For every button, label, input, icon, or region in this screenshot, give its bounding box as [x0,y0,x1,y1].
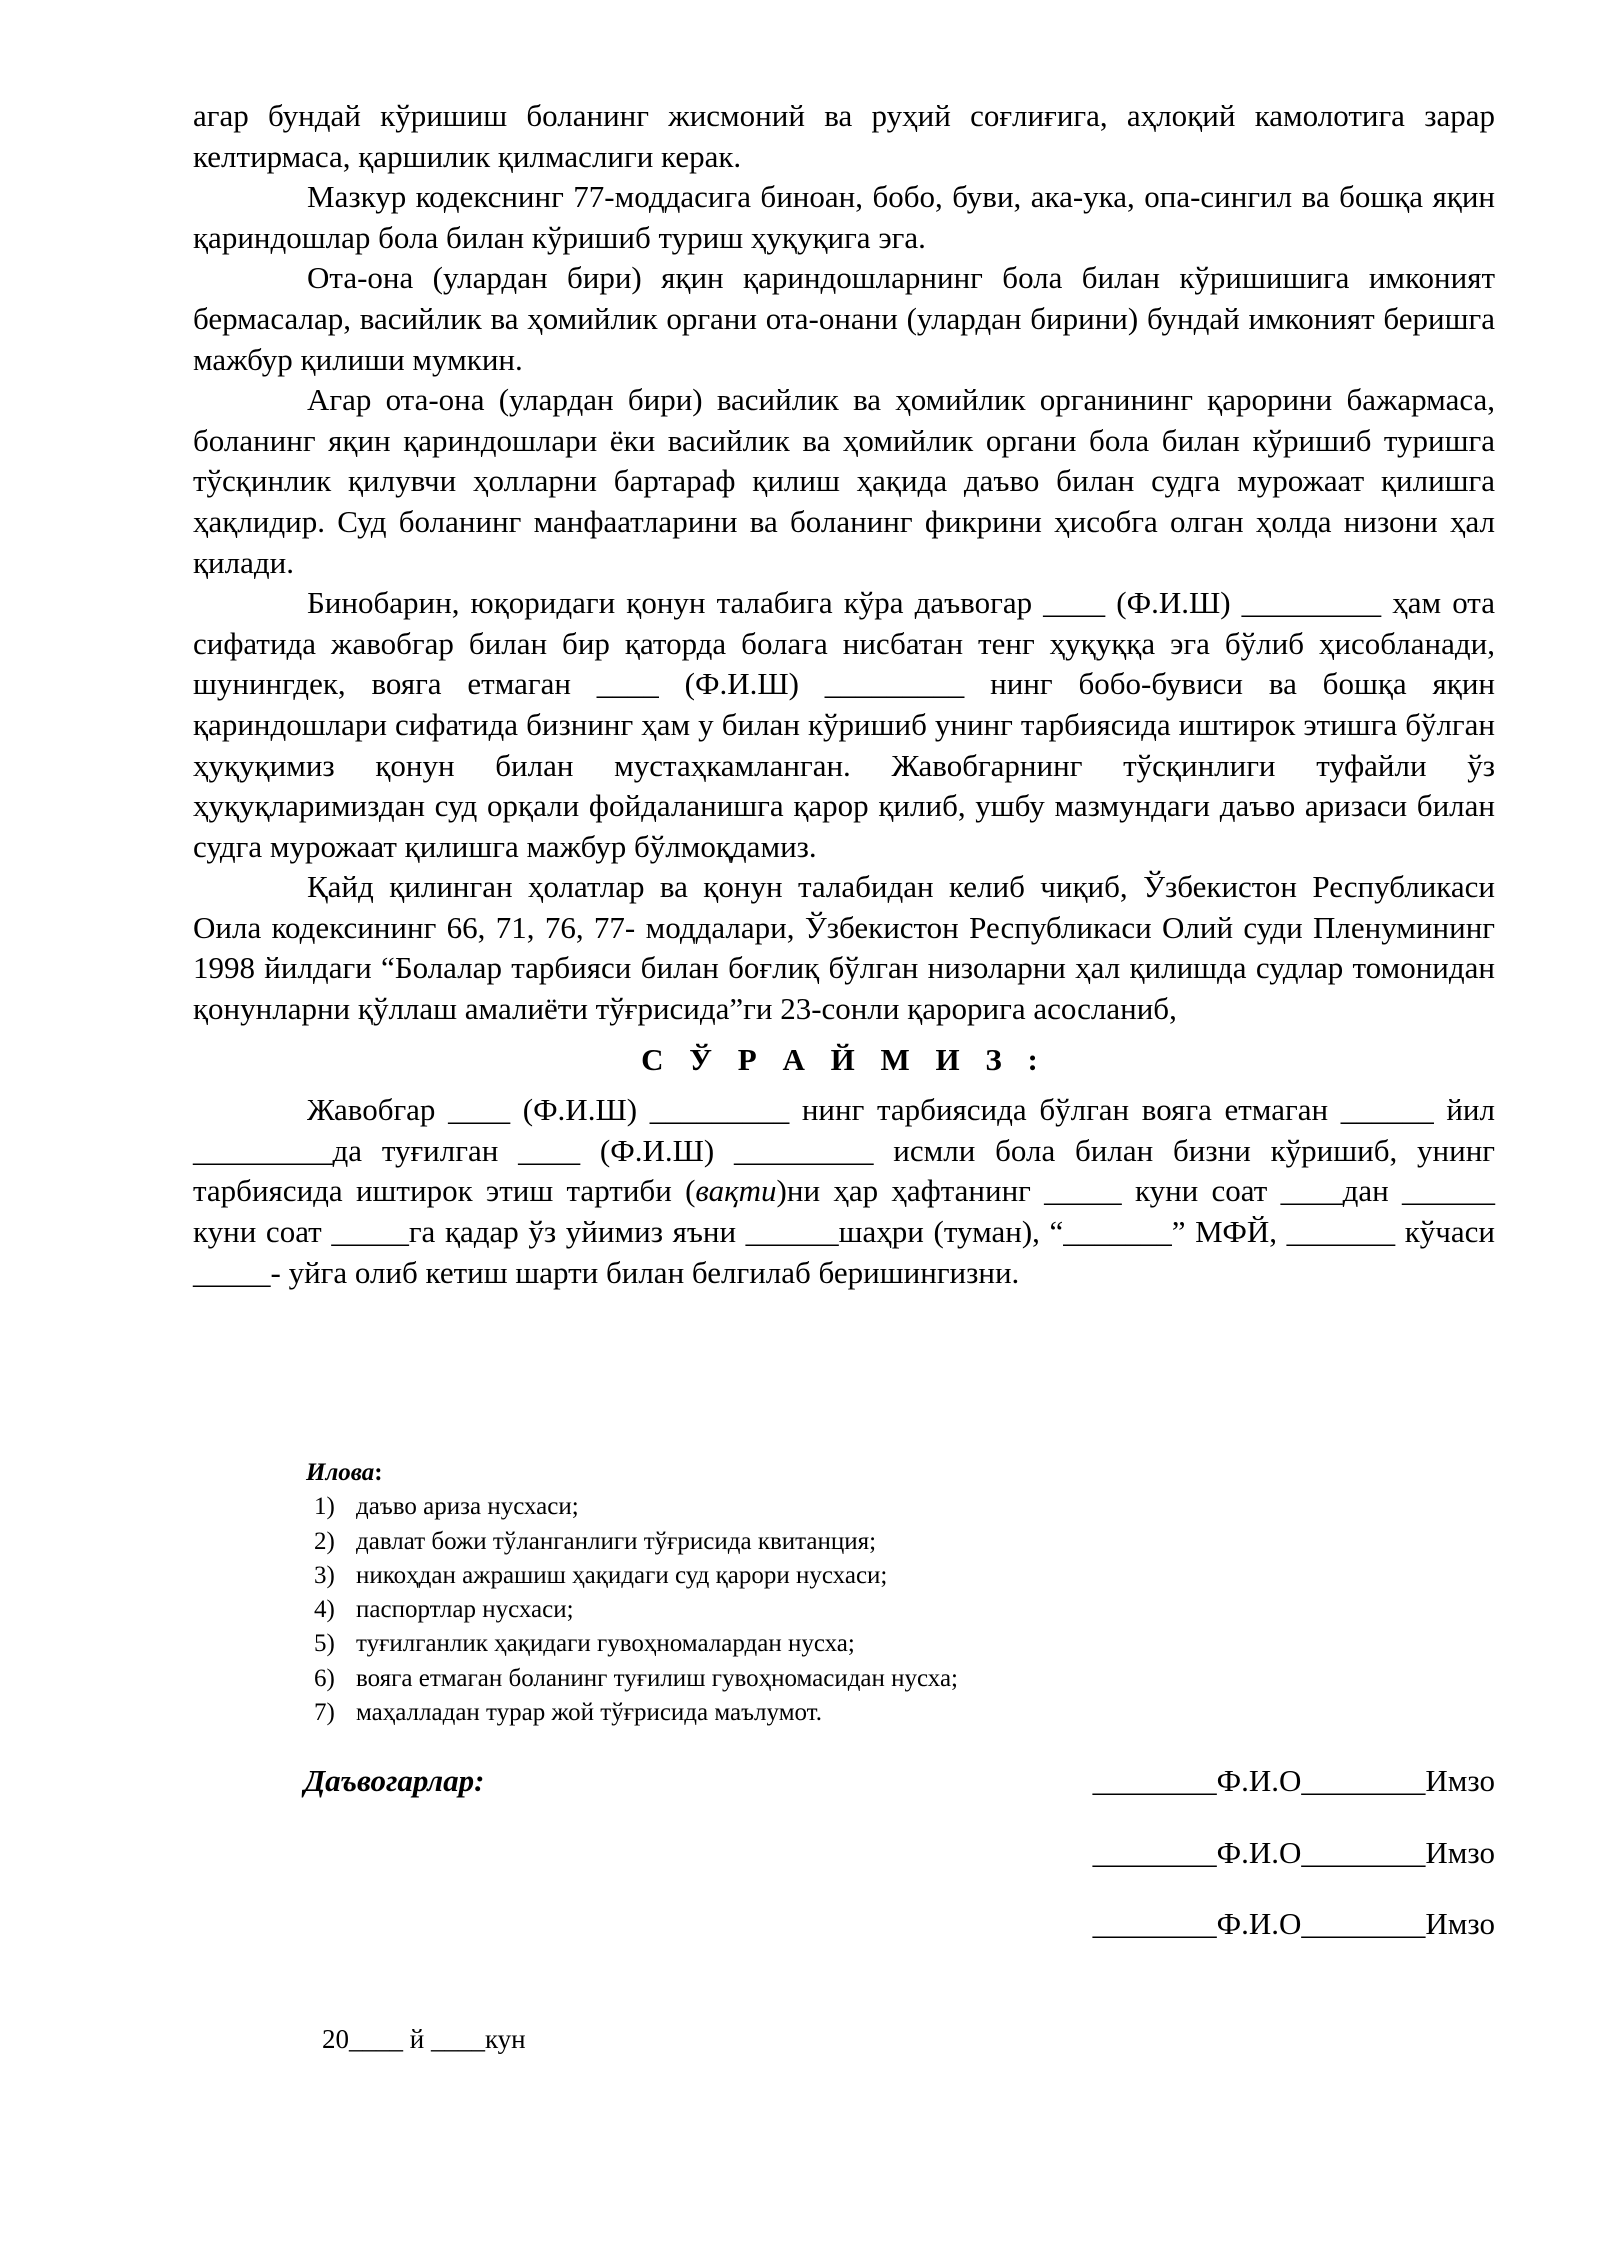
appendix-item [306,1662,1206,1696]
appendix-item [306,1525,1206,1559]
appendix-item [306,1559,1206,1593]
appendix-title: Илова [306,1459,375,1486]
signature-line: ________Ф.И.О________Имзо [1092,1763,1495,1798]
appendix-item [306,1627,1206,1661]
appendix-item-text: даъво ариза нусхаси; [356,1493,579,1521]
appendix-list [306,1490,1206,1730]
appendix-item [306,1593,1206,1627]
request-text-italic: вақти [695,1173,777,1209]
paragraph-3: Ота-она (улардан бири) яқин қариндошларнинг бола билан кўришишига имконият бермасалар, васийлик ва ҳомийлик органи ота-онани (улардан бирини) бундай имконият беришга мажбур қилиши мумкин. [193,260,1495,377]
paragraph-2: Мазкур кодекснинг 77-моддасига биноан, бобо, буви, ака-ука, опа-сингил ва бошқа яқин қариндошлар бола билан кўришиб туриш ҳуқуқига эга. [193,179,1495,255]
appendix-item-number: 2) [314,1527,335,1555]
appendix-item [306,1696,1206,1730]
appendix-item-number: 6) [314,1664,335,1692]
request-heading: С Ў Р А Й М И З : [641,1041,1047,1077]
paragraph-1: агар бундай кўришиш боланинг жисмоний ва руҳий соғлиғига, аҳлоқий камолотига зарар келтирмаса, қаршилик қилмаслиги керак. [193,98,1495,174]
appendix-title-colon: : [374,1459,383,1486]
appendix-item-number: 3) [314,1561,335,1589]
appendix-item-number: 5) [314,1630,335,1658]
plaintiffs-label [304,1763,484,1799]
appendix [306,1456,1206,1730]
appendix-item-text: паспортлар нусхаси; [356,1596,574,1624]
request-paragraph [193,1090,1495,1293]
appendix-item-number: 4) [314,1596,335,1624]
paragraph-6: Қайд қилинган ҳолатлар ва қонун талабидан келиб чиқиб, Ўзбекистон Республикаси Оила кодексининг 66, 71, 76, 77- моддалари, Ўзбекистон Республикаси Олий суди Пленумининг 1998 йилдаги “Болалар тарбияси билан боғлиқ бўлган низоларни ҳал қилишда судлар томонидан қонунларни қўллаш амалиёти тўғрисида”ги 23-сонли қарорига асосланиб, [193,869,1495,1027]
appendix-item [306,1490,1206,1524]
request-text-part-2: )ни ҳар ҳафтанинг _____ куни соат ____дан ______ куни соат _____га қадар ўз уйимиз яъни ______шаҳри (туман), “_______” МФЙ, _______ кўчаси _____- уйга олиб кетиш шарти билан белгилаб беришингизни. [193,1173,1495,1290]
appendix-heading [306,1456,1206,1490]
signature-line: ________Ф.И.О________Имзо [1092,1835,1495,1870]
appendix-item-number: 7) [314,1699,335,1727]
appendix-item-text: давлат божи тўланганлиги тўғрисида квитанция; [356,1527,877,1555]
appendix-item-number: 1) [314,1493,335,1521]
appendix-item-text: никоҳдан ажрашиш ҳақидаги суд қарори нусхаси; [356,1561,888,1589]
paragraph-4: Агар ота-она (улардан бири) васийлик ва ҳомийлик органининг қарорини бажармаса, боланинг яқин қариндошлари ёки васийлик ва ҳомийлик органи бола билан кўришиб туришга тўсқинлик қилувчи ҳолларни бартараф қилиш ҳақида даъво билан судга мурожаат қилишга ҳақлидир. Суд боланинг манфаатларини ва боланинг фикрини ҳисобга олган ҳолда низони ҳал қилади. [193,382,1495,580]
request-text-part-1: Жавобгар ____ (Ф.И.Ш) _________ нинг тарбиясида бўлган вояга етмаган ______ йил _________да туғилган ____ (Ф.И.Ш) _________ исмли бола билан бизни кўришиб, унинг тарбиясида иштирок этиш тартиби ( [193,1092,1495,1209]
plaintiffs-label-text: Даъвогарлар [304,1763,475,1798]
plaintiffs-label-colon: : [474,1763,485,1798]
signature-line: ________Ф.И.О________Имзо [1092,1906,1495,1941]
appendix-item-text: туғилганлик ҳақидаги гувоҳномалардан нусха; [356,1630,855,1658]
paragraph-5: Бинобарин, юқоридаги қонун талабига кўра даъвогар ____ (Ф.И.Ш) _________ ҳам ота сифатида жавобгар билан бир қаторда болага нисбатан тенг ҳуқуққа эга бўлиб ҳисобланади, шунингдек, вояга етмаган ____ (Ф.И.Ш) _________ нинг бобо-бувиси ва бошқа яқин қариндошлари сифатида бизнинг ҳам у билан кўришиб унинг тарбиясида иштирок этишга бўлган ҳуқуқимиз қонун билан мустаҳкамланган. Жавобгарнинг тўсқинлиги туфайли ўз ҳуқуқларимиздан суд орқали фойдаланишга қарор қилиб, ушбу мазмундаги даъво аризаси билан судга мурожаат қилишга мажбур бўлмоқдамиз. [193,585,1495,864]
appendix-item-text: маҳалладан турар жой тўғрисида маълумот. [356,1699,822,1727]
date-line: 20____ й ____кун [322,2024,526,2054]
document-body [193,96,1495,1293]
appendix-item-text: вояга етмаган боланинг туғилиш гувоҳномасидан нусха; [356,1664,959,1692]
